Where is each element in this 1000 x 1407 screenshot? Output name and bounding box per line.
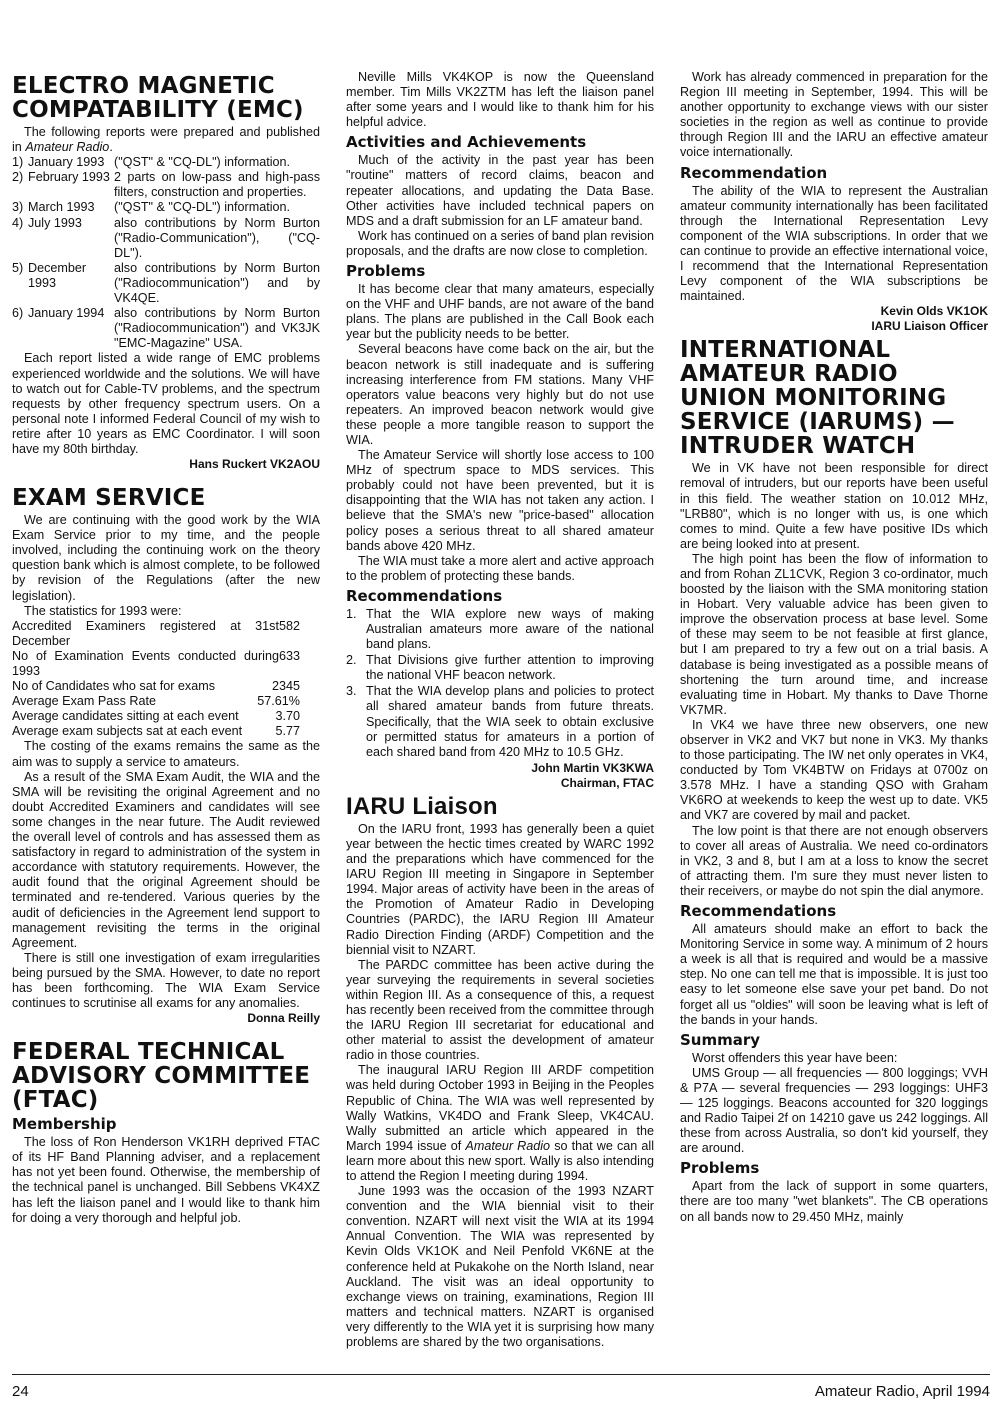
iarums-recommendations-heading: Recommendations — [680, 902, 837, 921]
emc-report-item: 5) December 1993 also contributions by Norm Burton ("Radiocommunication") and by VK4QE. — [12, 260, 320, 306]
column-2 — [346, 70, 654, 1350]
iarums-paragraph: Apart from the lack of support in some quarters, there are too many "wet blankets". The CB operations on all bands now to 29.450 MHz, mainly — [680, 1179, 988, 1224]
iarums-paragraph: The low point is that there are not enough observers to cover all areas of Australia. We need co-ordinators in VK2, 3 and 8, but I am at a loss to know the secret of attracting them. I'm sure they must never listen to their receivers, or maybe do not spin the dial anymore. — [680, 823, 988, 898]
iaru-paragraph: The ability of the WIA to represent the Australian amateur community internationally has been facilitated through the International Representation Levy component of the WIA subscriptions. In order that we can continue to provide an effective international voice, I recommend that the International Representation Levy component of the WIA subscriptions be maintained. — [680, 183, 988, 304]
iaru-signature-title: IARU Liaison Officer — [871, 319, 988, 334]
ftac-paragraph: Neville Mills VK4KOP is now the Queensland member. Tim Mills VK2ZTM has left the liaison panel after some years and I would like to thank him for his helpful advice. — [346, 70, 654, 130]
ftac-signature-name: John Martin VK3KWA — [531, 760, 654, 775]
iaru-paragraph: Work has already commenced in preparation for the Region III meeting in September, 1994. This will be another opportunity to exchange views with our sister societies in the region as well as continue to provide through Region III and the IARU an effective amateur voice internationally. — [680, 70, 988, 160]
emc-report-list — [12, 155, 320, 351]
list-item: 3. That the WIA develop plans and policies to protect all shared amateur bands from future threats. Specifically, that the WIA seek to obtain exclusive or permitted status for amateurs in a portion of each shared band from 420 MHz to 10.5 GHz. — [346, 684, 654, 759]
emc-title: ELECTRO MAGNETIC COMPATABILITY (EMC) — [12, 73, 304, 123]
exam-paragraph: The costing of the exams remains the same as the aim was to supply a service to amateurs. — [12, 739, 320, 769]
ftac-activities-heading: Activities and Achievements — [346, 133, 587, 152]
ftac-paragraph: The WIA must take a more alert and active approach to the problem of protecting these bands. — [346, 553, 654, 583]
iarums-summary-heading: Summary — [680, 1030, 761, 1049]
column-3 — [680, 70, 988, 1225]
publication-title: Amateur Radio, April 1994 — [814, 1383, 990, 1400]
exam-title: EXAM SERVICE — [12, 485, 206, 512]
ftac-paragraph: The loss of Ron Henderson VK1RH deprived FTAC of its HF Band Planning adviser, and a replacement has not yet been found. Otherwise, the membership of the technical panel is unchanged. Bill Sebbens VK4XZ has left the liaison panel and I would like to thank him for doing a very thorough and helpful job. — [12, 1135, 320, 1225]
list-item: 1. That the WIA explore new ways of making Australian amateurs more aware of the national band plans. — [346, 606, 654, 652]
emc-report-item: 6) January 1994 also contributions by Norm Burton ("Radiocommunication") and VK3JK "EMC-Magazine" USA. — [12, 306, 320, 351]
stat-row: Average Exam Pass Rate 57.61% — [12, 694, 300, 709]
exam-paragraph: As a result of the SMA Exam Audit, the WIA and the SMA will be revisiting the original Agreement and no doubt Accredited Examiners and candidates will see some changes in the near future. The Audit reviewed the overall level of controls and has assessed them as satisfactory in regard to administration of the system in accordance with statutory requirements. However, the audit found that the original Agreement should be terminated and re-tendered. Various queries by the audit of deficiencies in the Agreement lend support to management revisiting the terms in the original Agreement. — [12, 769, 320, 950]
ftac-paragraph: Several beacons have come back on the air, but the beacon network is still inadequate and is suffering increasing interference from FM stations. Many VHF operators value beacons very highly but do not use repeaters. An improved beacon network would give these people a more tangible reason to support the WIA. — [346, 342, 654, 447]
iaru-recommendation-heading: Recommendation — [680, 163, 828, 182]
ftac-problems-heading: Problems — [346, 262, 426, 281]
emc-intro: The following reports were prepared and published in Amateur Radio. — [12, 125, 320, 155]
iaru-paragraph: The PARDC committee has been active during the year surveying the requirements in several societies within Region III. As a consequence of this, a request has recently been received from the committee through the IARU Region III secretariat for educational and other material to assist the development of amateur radio in those countries. — [346, 957, 655, 1063]
stat-row: Average candidates sitting at each event 3.70 — [12, 709, 300, 724]
ftac-signature-title: Chairman, FTAC — [560, 775, 654, 790]
iarums-paragraph: All amateurs should make an effort to back the Monitoring Service in some way. A minimum of 2 hours a week is all that is required and would be a massive step. No one can tell me that is impossible. It is just too easy to let someone else save your pet band. Do not forget all us "oldies" will soon be leaving what is left of the bands in your hands. — [680, 922, 988, 1027]
iaru-paragraph: June 1993 was the occasion of the 1993 NZART convention and the WIA biennial visit to their convention. NZART will next visit the WIA at its 1994 Annual Convention. The WIA was represented by Kevin Olds VK1OK and Neil Penfold VK6NE at the conference held at Pukakohe on the North Island, near Auckland. The visit was an ideal opportunity to exchange views on training, examinations, Region III matters and technical matters. NZART is organised very differently to the WIA yet it is surprising how many problems are shared by the two organisations. — [346, 1184, 654, 1350]
exam-stats-intro: The statistics for 1993 were: — [24, 603, 182, 618]
ftac-membership-heading: Membership — [12, 1115, 117, 1134]
stat-row: Accredited Examiners registered at 31st December 582 — [12, 618, 300, 648]
emc-report-item: 1) January 1993 ("QST" & "CQ-DL") information. — [12, 155, 291, 170]
exam-signature: Donna Reilly — [247, 1011, 320, 1026]
emc-report-item: 3) March 1993 ("QST" & "CQ-DL") information. — [12, 200, 291, 215]
ftac-paragraph: The Amateur Service will shortly lose access to 100 MHz of spectrum space to MDS services. This probably could not have been prevented, but it is disappointing that the WIA has not taken any action. I believe that the SMA's new "price-based" allocation policy poses a serious threat to all shared amateur bands above 420 MHz. — [346, 448, 654, 553]
iarums-paragraph: In VK4 we have three new observers, one new observer in VK2 and VK7 but none in VK3. My thanks to those participating. The IW net only operates in VK4, conducted by Tom VK4BTW on Fridays at 0700z on 3.578 MHz. I have a standing QSO with Graham VK6RO at weekends to keep the west up to date. VK5 and VK7 are covered by mail and packet. — [680, 717, 988, 823]
iarums-paragraph: We in VK have not been responsible for direct removal of intruders, but our reports have been useful in this field. The weather station on 10.012 MHz, "LRB80", which is no longer with us, is one which comes to mind. Quite a few have positive IDs which are being looked into at present. — [680, 461, 988, 551]
emc-report-item: 4) July 1993 also contributions by Norm Burton ("Radio-Communication"), ("CQ-DL"). — [12, 215, 320, 260]
ftac-paragraph: Much of the activity in the past year has been "routine" matters of record claims, beacon and repeater allocations, and updating the Data Base. Other activities have included technical papers on MDS and a draft submission for an LF amateur band. — [346, 153, 654, 228]
stat-row: No of Candidates who sat for exams 2345 — [12, 679, 300, 694]
iaru-title: IARU Liaison — [346, 792, 498, 820]
stat-row: Average exam subjects sat at each event 5.77 — [12, 724, 300, 739]
iarums-title: INTERNATIONAL AMATEUR RADIO UNION MONITORING SERVICE (IARUMS) — INTRUDER WATCH — [680, 337, 955, 460]
page-number: 24 — [12, 1383, 29, 1400]
iarums-paragraph: The high point has been the flow of information to and from Rohan ZL1CVK, Region 3 co-ordinator, much boosted by the liaison with the SMA monitoring station in Hobart. Very valuable advice has been given to improve the observation process at base level. Some of these may seem to be not feasible at first glance, but I am prepared to try a few out on a trial basis. A database is being investigated as a possible means of shortening the turn around time, and increase evaluating time in Hobart. My thanks to Dave Thorne VK7MR. — [680, 551, 988, 717]
iarums-problems-heading: Problems — [680, 1159, 760, 1178]
emc-body: Each report listed a wide range of EMC problems experienced worldwide and the solutions. We will have to watch out for Cable-TV problems, and the spectrum requests by other frequency spectrum users. On a personal note I informed Federal Council of my wish to retire after 10 years as EMC Coordinator. I will soon have my 80th birthday. — [12, 351, 320, 456]
list-item: 2. That Divisions give further attention to improving the national VHF beacon network. — [346, 653, 654, 683]
exam-paragraph: There is still one investigation of exam irregularities being pursued by the SMA. However, to date no report has been forthcoming. The WIA Exam Service continues to scrutinise all exams for any anomalies. — [12, 950, 320, 1011]
iarums-paragraph: Worst offenders this year have been: — [692, 1050, 898, 1065]
iarums-paragraph: UMS Group — all frequencies — 800 loggings; VVH & P7A — several frequencies — 293 loggings: UHF3 — 125 loggings. Beacons accounted for 320 loggings and Radio Taipei 2f on 14210 gave us 242 loggings. All these from across Australia, so don't kid yourself, they are around. — [680, 1065, 988, 1156]
stat-row: No of Examination Events conducted during 1993 633 — [12, 648, 300, 678]
iaru-paragraph: The inaugural IARU Region III ARDF competition was held during October 1993 in Beijing in the Peoples Republic of China. The WIA was well represented by Wally Watkins, VK4DO and Frank Sleep, VK4CAU. Wally submitted an article which appeared in the March 1994 issue of Amateur Radio so that we can all learn more about this new sport. Wally is also intending to attend the Region I meeting during 1994. — [346, 1063, 655, 1183]
column-1 — [12, 70, 320, 1226]
emc-report-item: 2) February 1993 2 parts on low-pass and high-pass filters, construction and properties. — [12, 170, 320, 200]
exam-stats — [12, 619, 320, 740]
page-footer — [12, 1374, 990, 1400]
ftac-recommendation-list — [346, 607, 654, 760]
iaru-paragraph: On the IARU front, 1993 has generally been a quiet year between the hectic times created by WARC 1992 and the preparations which have commenced for the IARU Region III meeting in Singapore in September 1994. Major areas of activity have been in the areas of the Promotion of Amateur Radio in Developing Countries (PARDC), the IARU Region III Amateur Radio Direction Finding (ARDF) Competition and the biennial visit to NZART. — [346, 821, 654, 957]
exam-paragraph: We are continuing with the good work by the WIA Exam Service prior to my time, and the people involved, including the continuing work on the theory question bank which is almost complete, to be followed by revision of the Regulations (after the new legislation). — [12, 513, 320, 603]
emc-signature: Hans Ruckert VK2AOU — [189, 457, 320, 472]
ftac-paragraph: Work has continued on a series of band plan revision proposals, and the drafts are now close to completion. — [346, 228, 654, 258]
iaru-signature-name: Kevin Olds VK1OK — [880, 304, 988, 319]
ftac-recommendations-heading: Recommendations — [346, 586, 503, 605]
ftac-title: FEDERAL TECHNICAL ADVISORY COMMITTEE (FTAC) — [12, 1039, 311, 1114]
ftac-paragraph: It has become clear that many amateurs, especially on the VHF and UHF bands, are not aware of the band plans. The plans are published in the Call Book each year but the publicity needs to be better. — [346, 282, 654, 342]
